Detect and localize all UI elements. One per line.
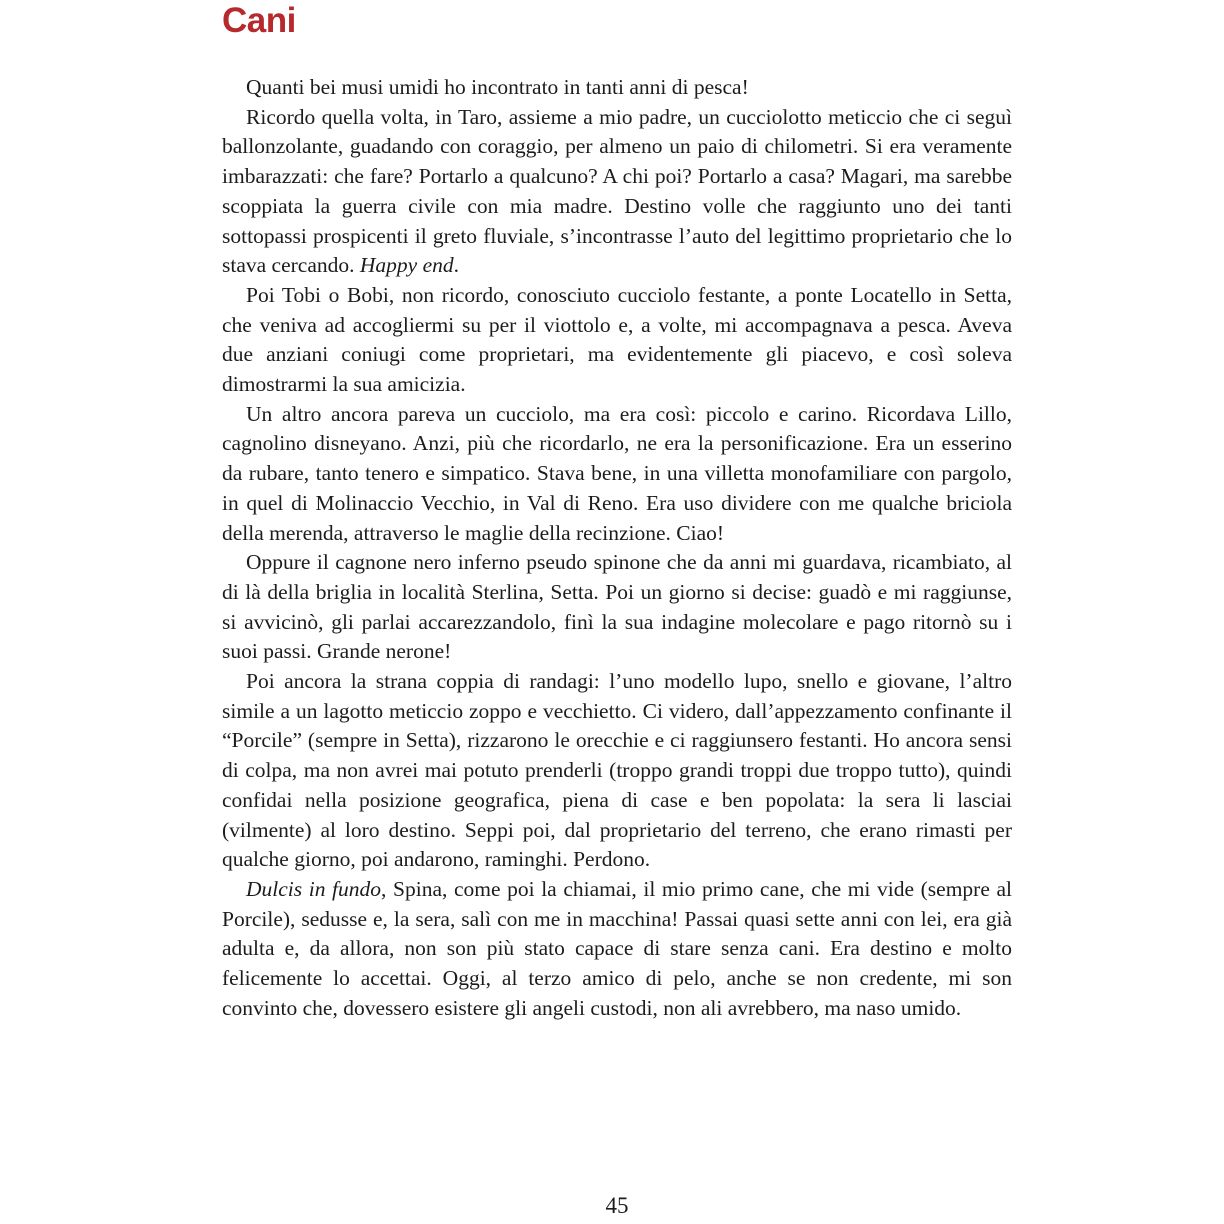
text-run: , Spina, come poi la chiamai, il mio primo cane, che mi vide (sempre al Porcile), sedusse e, la sera, salì con me in macchina! Passai quasi sette anni con lei, era già adulta e, da allora, non son più stato capace di stare senza cani. Era destino e molto felicemente lo accettai. Oggi, al terzo amico di pelo, anche se non credente, mi son convinto che, dovessero esistere gli angeli custodi, non ali avrebbero, ma naso umido. [222,876,1012,1020]
paragraph [222,400,1012,549]
paragraph [222,73,1012,103]
text-column [222,2,1012,1024]
text-run: Poi Tobi o Bobi, non ricordo, conosciuto cucciolo festante, a ponte Locatello in Setta, che veniva ad accogliermi su per il viottolo e, a volte, mi accompagnava a pesca. Aveva due anziani coniugi come proprietari, ma evidentemente gli piacevo, e così soleva dimostrarmi la sua amicizia. [222,282,1012,397]
text-run: Un altro ancora pareva un cucciolo, ma era così: piccolo e carino. Ricordava Lillo, cagnolino disneyano. Anzi, più che ricordarlo, ne era la personificazione. Era un esserino da rubare, tanto tenero e simpatico. Stava bene, in una villetta monofamiliare con pargolo, in quel di Molinaccio Vecchio, in Val di Reno. Era uso dividere con me qualche briciola della merenda, attraverso le maglie della recinzione. Ciao! [222,401,1012,545]
italic-text-run: Happy end [359,253,454,278]
paragraph [222,548,1012,667]
paragraph [222,667,1012,875]
paragraph [222,103,1012,281]
text-run: . [453,253,460,278]
text-run: Oppure il cagnone nero inferno pseudo spinone che da anni mi guardava, ricambiato, al di là della briglia in località Sterlina, Setta. Poi un giorno si decise: guadò e mi raggiunse, si avvicinò, gli parlai accarezzandolo, finì la sua indagine molecolare e pago ritornò su i suoi passi. Grande nerone! [222,550,1012,664]
body-text [222,73,1012,1024]
text-run: Ricordo quella volta, in Taro, assieme a mio padre, un cucciolotto meticcio che ci seguì ballonzolante, guadando con coraggio, per almeno un paio di chilometri. Si era veramente imbarazzati: che fare? Portarlo a qualcuno? A chi poi? Portarlo a casa? Magari, ma sarebbe scoppiata la guerra civile con mia madre. Destino volle che raggiunto uno dei tanti sottopassi prospicenti il greto fluviale, s’incontrasse l’auto del legittimo proprietario che lo stava cercando. [222,104,1012,278]
page-number: 45 [605,1193,629,1218]
text-run: Poi ancora la strana coppia di randagi: l’uno modello lupo, snello e giovane, l’altro simile a un lagotto meticcio zoppo e vecchietto. Ci videro, dall’appezzamento confinante il “Porcile” (sempre in Setta), rizzarono le orecchie e ci raggiunsero festanti. Ho ancora sensi di colpa, ma non avrei mai potuto prenderli (troppo grandi troppi due troppo tutto), quindi confidai nella posizione geografica, piena di case e ben popolata: la sera li lasciai (vilmente) al loro destino. Seppi poi, dal proprietario del terreno, che erano rimasti per qualche giorno, poi andarono, raminghi. Perdono. [222,669,1012,872]
paragraph [222,281,1012,400]
italic-text-run: Dulcis in fundo [246,876,382,901]
paragraph [222,875,1012,1024]
text-run: Quanti bei musi umidi ho incontrato in tanti anni di pesca! [246,75,749,99]
chapter-title: Cani [222,1,296,40]
